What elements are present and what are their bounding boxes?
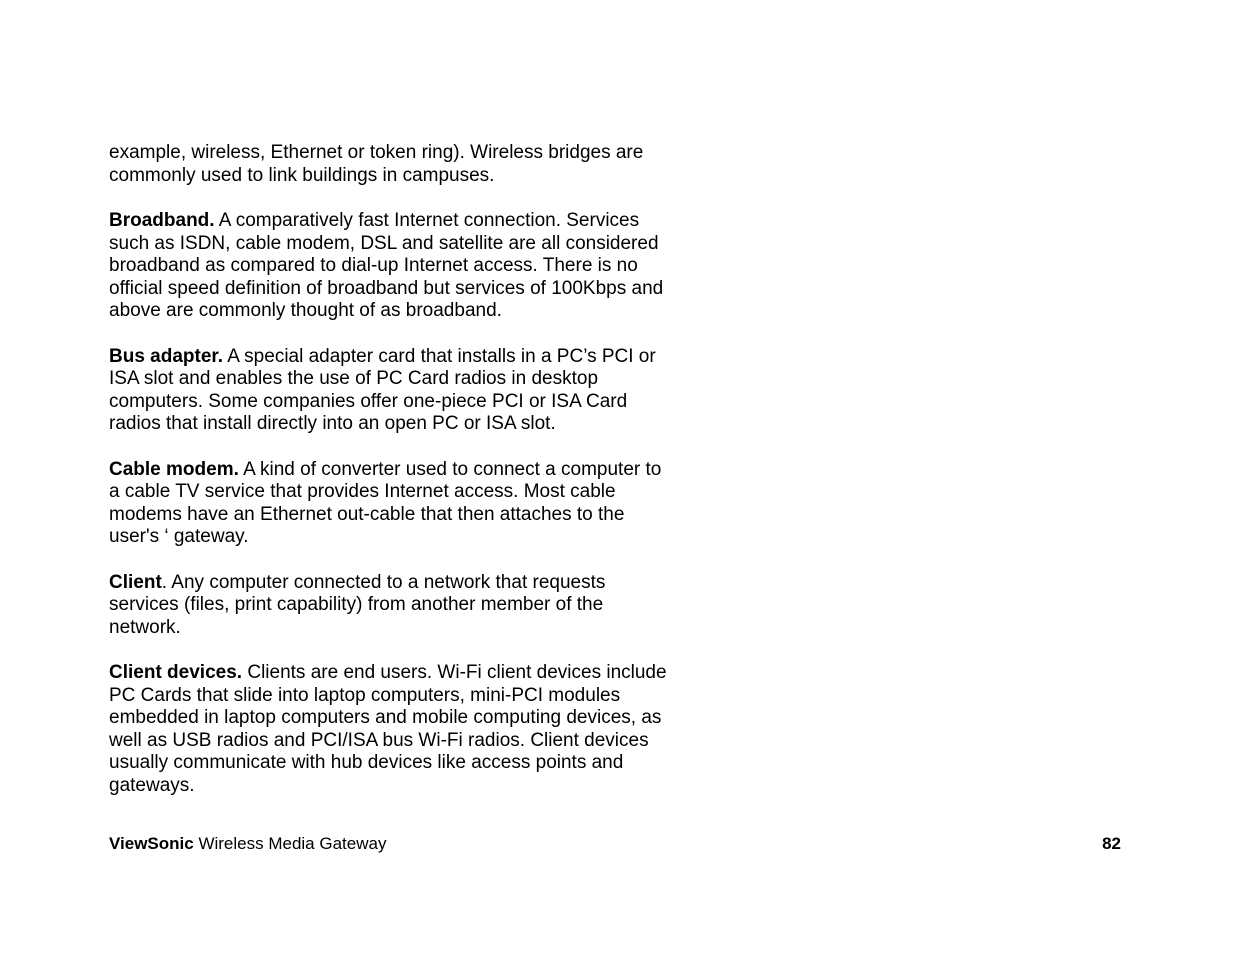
glossary-entry-cable-modem (109, 459, 709, 549)
footer-product: Wireless Media Gateway (193, 834, 387, 853)
glossary-entry-broadband (109, 210, 709, 323)
glossary-content (109, 142, 709, 820)
text-line: ISA slot and enables the use of PC Card radios in desktop (109, 368, 599, 389)
text-line: a cable TV service that provides Internet access. Most cable (109, 481, 616, 502)
term-separator: . (161, 571, 172, 593)
text-line: A comparatively fast Internet connection. Services (218, 210, 640, 231)
footer-brand: ViewSonic (109, 834, 194, 853)
text-line: gateways. (109, 774, 195, 796)
text-line: network. (109, 616, 181, 638)
text-line: example, wireless, Ethernet or token ring). Wireless bridges are (109, 142, 644, 163)
text-line: well as USB radios and PCI/ISA bus Wi-Fi radios. Client devices (109, 729, 649, 751)
glossary-term: Client (109, 571, 162, 593)
text-line: commonly used to link buildings in campuses. (109, 164, 495, 186)
text-line: services (files, print capability) from another member of the (109, 594, 604, 615)
glossary-term: Bus adapter. (109, 345, 224, 367)
glossary-term: Client devices. (109, 662, 243, 683)
text-line: A special adapter card that installs in a PC’s PCI or (227, 345, 656, 367)
text-line: radios that install directly into an open PC or ISA slot. (109, 413, 556, 434)
glossary-entry-client (109, 572, 709, 640)
glossary-term: Broadband. (109, 210, 215, 231)
text-line: above are commonly thought of as broadband. (109, 300, 502, 321)
text-line: official speed definition of broadband but services of 100Kbps and (109, 277, 664, 299)
page-number: 82 (1102, 834, 1121, 853)
text-line: embedded in laptop computers and mobile computing devices, as (109, 707, 662, 728)
text-line: modems have an Ethernet out-cable that then attaches to the (109, 503, 625, 525)
footer-title (109, 833, 386, 855)
glossary-entry-client-devices (109, 662, 709, 797)
text-line: such as ISDN, cable modem, DSL and satellite are all considered (109, 232, 659, 254)
text-line: broadband as compared to dial-up Internet access. There is no (109, 255, 638, 276)
text-line: computers. Some companies offer one-piece PCI or ISA Card (109, 390, 628, 412)
text-line: Clients are end users. Wi-Fi client devices include (247, 662, 667, 683)
text-line: usually communicate with hub devices like access points and (109, 752, 624, 773)
text-line: A kind of converter used to connect a computer to (243, 458, 662, 480)
text-line: PC Cards that slide into laptop computers, mini-PCI modules (109, 684, 621, 706)
text-line: Any computer connected to a network that requests (171, 571, 606, 593)
text-line: user's ‘ gateway. (109, 526, 249, 547)
glossary-entry-bus-adapter (109, 346, 709, 436)
glossary-term: Cable modem. (109, 458, 239, 480)
intro-paragraph (109, 142, 709, 187)
